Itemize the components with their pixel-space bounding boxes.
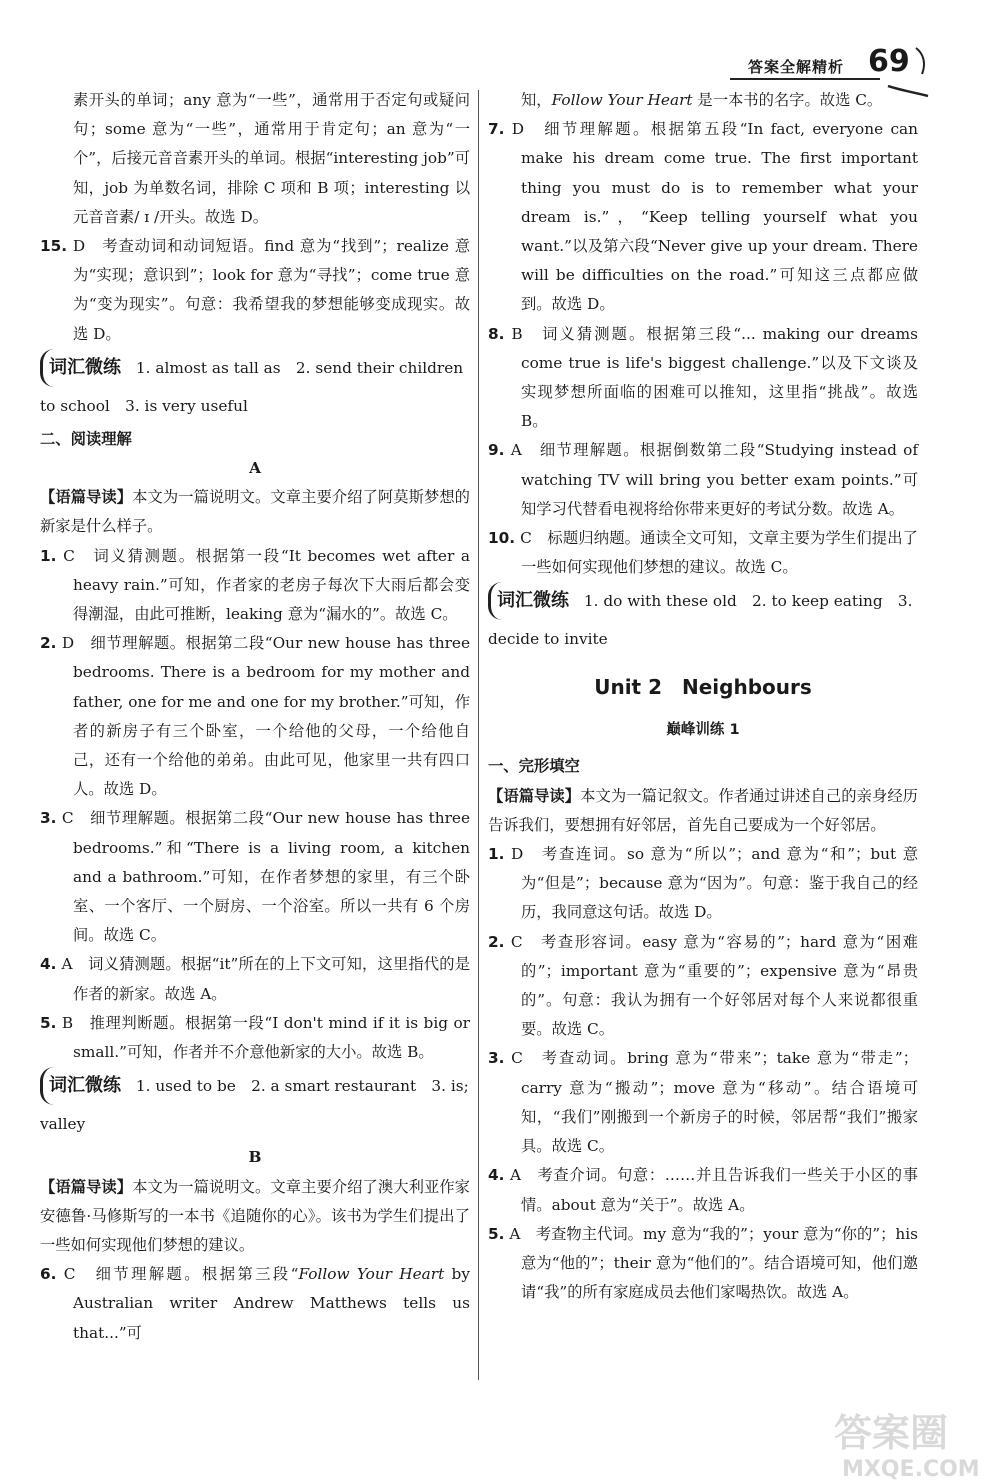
answer-item-b7 — [488, 115, 918, 319]
answer-item-c5 — [488, 1220, 918, 1308]
answer-number: 8. — [488, 324, 505, 343]
answer-text: A 细节理解题。根据倒数第二段“Studying instead of watching TV will bring you better exam points.”可知学习代替看电视将给你带来更好的考试分数。故选 A。 — [510, 441, 918, 518]
training-title: 巅峰训练 1 — [666, 722, 740, 739]
answer-text: D 考查动词和动词短语。find 意为“找到”；realize 意为“实现；意识到”；look for 意为“寻找”；come true 意为“变为现实”。句意：我希望我的梦想能够变成现实。故选 D。 — [72, 237, 471, 343]
vocab-practice-a — [40, 1067, 470, 1143]
guide-label: 【语篇导读】 — [40, 488, 133, 507]
answer-item-a2 — [40, 629, 470, 804]
answer-item-15 — [40, 232, 470, 349]
answer-number: 1. — [40, 546, 57, 565]
passage-a-guide — [40, 483, 470, 541]
answer-item-a4 — [40, 950, 470, 1008]
answer-text: D 考查连词。so 意为“所以”；and 意为“和”；but 意为“但是”；because 意为“因为”。句意：鉴于我自己的经历，我同意这句话。故选 D。 — [511, 845, 918, 922]
answer-number: 3. — [40, 809, 57, 828]
answer-item-a1 — [40, 542, 470, 630]
answer-text: A 考查物主代词。my 意为“我的”；your 意为“你的”；his 意为“他的”；their 意为“他们的”。结合语境可知，他们邀请“我”的所有家庭成员去他们家喝热饮。故选 A。 — [509, 1224, 918, 1302]
book-title: Follow Your Heart — [298, 1265, 445, 1284]
answer-item-b9 — [488, 436, 918, 524]
cont-text-a: 知， — [521, 91, 552, 109]
column-divider — [478, 90, 479, 1380]
vocab-text: 1. almost as tall as 2. send their children to school 3. is very useful — [40, 358, 464, 415]
answer-text-b: by Australian writer Andrew Matthews tells us that...”可 — [73, 1265, 470, 1342]
answer-item-b6 — [40, 1260, 470, 1348]
answer-number: 5. — [488, 1224, 505, 1243]
answer-text: C 考查动词。bring 意为“带来”；take 意为“带走”；carry 意为“搬动”；move 意为“移动”。结合语境可知，“我们”刚搬到一个新房子的时候，邻居帮“我们”搬家具。故选 C。 — [511, 1049, 918, 1156]
watermark-logo-subtext: MXQE.COM — [842, 1457, 980, 1482]
answer-item-b8 — [488, 320, 918, 437]
answer-item-c2 — [488, 928, 918, 1045]
vocab-badge: 词汇微练 — [40, 1067, 125, 1105]
unit-title: Unit 2 Neighbours — [594, 675, 812, 700]
left-column — [40, 86, 470, 1348]
answer-text: B 词义猜测题。根据第三段“... making our dreams come true is life's biggest challenge.”以及下文谈及实现梦想所面临的困难可以推知，这里指“挑战”。故选 B。 — [511, 324, 918, 431]
answer-text: D 细节理解题。根据第二段“Our new house has three bedrooms. There is a bedroom for my mother and father, one for me and one for my brother.”可知，作者的新房子有三个卧室，一个给他的父母，一个给他自己，还有一个给他的弟弟。由此可见，他家里一共有四口人。故选 D。 — [61, 634, 470, 799]
guide-text: 本文为一篇说明文。文章主要介绍了澳大利亚作家安德鲁·马修斯写的一本书《追随你的心》。该书为学生们提出了一些如何实现他们梦想的建议。 — [40, 1177, 470, 1254]
vocab-practice-1 — [40, 349, 470, 425]
answer-number: 9. — [488, 441, 505, 460]
book-title: Follow Your Heart — [551, 91, 693, 109]
watermark-logo-text: 答案圈 — [834, 1411, 949, 1455]
answer-text: D 细节理解题。根据第五段“In fact, everyone can make his dream come true. The first important thing you must do is to remember what your dream is.”，“Keep telling yourself what you want.”以及第六段“Never give up your dream. There will be difficulties on the road.”可知这三点都应做到。故选 D。 — [511, 120, 918, 314]
answer-text: C 词义猜测题。根据第一段“It becomes wet after a heavy rain.”可知，作者家的老房子每次下大雨后都会变得潮湿，由此可推断，leaking 意为“漏水的”。故选 C。 — [63, 546, 470, 624]
answer-text: C 考查形容词。easy 意为“容易的”；hard 意为“困难的”；important 意为“重要的”；expensive 意为“昂贵的”。句意：我认为拥有一个好邻居对每个人来说都很重要。故选 C。 — [510, 932, 918, 1039]
cloze-guide — [488, 782, 918, 840]
passage-b-label: B — [248, 1148, 262, 1167]
answer-number: 1. — [488, 845, 505, 864]
answer-text: B 推理判断题。根据第一段“I don't mind if it is big or small.”可知，作者并不介意他新家的大小。故选 B。 — [61, 1013, 470, 1062]
answer-number: 4. — [488, 1166, 505, 1185]
continued-answer-6 — [488, 86, 918, 115]
header-title: 答案全解精析 — [748, 58, 845, 76]
vocab-badge: 词汇微练 — [488, 582, 573, 620]
answer-number: 2. — [488, 932, 505, 951]
guide-label: 【语篇导读】 — [488, 786, 581, 805]
right-column — [488, 86, 918, 1307]
answer-item-b10 — [488, 524, 918, 582]
header-rule — [730, 78, 880, 80]
answer-item-a5 — [40, 1009, 470, 1067]
passage-a-label: A — [249, 459, 261, 478]
page-number: 69 — [868, 44, 910, 79]
vocab-text: 1. used to be 2. a smart restaurant 3. is; valley — [40, 1077, 469, 1134]
answer-text-a: C 细节理解题。根据第三段“ — [63, 1265, 299, 1284]
answer-text: A 考查介词。句意：……并且告诉我们一些关于小区的事情。about 意为“关于”。故选 A。 — [509, 1166, 918, 1214]
continued-answer-text: 素开头的单词；any 意为“一些”，通常用于否定句或疑问句；some 意为“一些”，通常用于肯定句；an 意为“一个”，后接元音音素开头的单词。根据“interesting job”可知，job 为单数名词，排除 C 项和 B 项；interesting 以元音音素/ ɪ /开头。故选 D。 — [73, 91, 470, 226]
section-title-reading: 二、阅读理解 — [40, 429, 132, 448]
answer-text: A 词义猜测题。根据“it”所在的上下文可知，这里指代的是作者的新家。故选 A。 — [61, 955, 470, 1003]
vocab-badge: 词汇微练 — [40, 349, 125, 387]
vocab-text: 1. do with these old 2. to keep eating 3. decide to invite — [488, 592, 913, 649]
answer-number: 2. — [40, 634, 57, 653]
answer-item-c1 — [488, 840, 918, 928]
answer-text: C 标题归纳题。通读全文可知，文章主要为学生们提出了一些如何实现他们梦想的建议。故选 C。 — [520, 529, 918, 577]
watermark-logo — [828, 1402, 996, 1482]
answer-number: 15. — [40, 237, 68, 256]
answer-number: 10. — [488, 529, 516, 548]
vocab-practice-b — [488, 582, 918, 658]
passage-b-guide — [40, 1173, 470, 1261]
guide-text: 本文为一篇记叙文。作者通过讲述自己的亲身经历告诉我们，要想拥有好邻居，首先自己要成为一个好邻居。 — [488, 786, 918, 834]
answer-number: 7. — [488, 120, 505, 139]
cont-text-b: 是一本书的名字。故选 C。 — [692, 91, 883, 109]
section-title-cloze: 一、完形填空 — [488, 757, 580, 776]
answer-number: 3. — [488, 1049, 505, 1068]
answer-text: C 细节理解题。根据第二段“Our new house has three bedrooms.”和“There is a living room, a kitchen and a bathroom.”可知，在作者梦想的家里，有三个卧室、一个客厅、一个厨房、一个浴室。所以一共有 6 个房间。故选 C。 — [61, 809, 471, 945]
answer-number: 6. — [40, 1265, 57, 1284]
answer-item-c3 — [488, 1044, 918, 1161]
guide-label: 【语篇导读】 — [40, 1177, 133, 1196]
answer-item-a3 — [40, 804, 470, 950]
guide-text: 本文为一篇说明文。文章主要介绍了阿莫斯梦想的新家是什么样子。 — [40, 488, 470, 536]
answer-number: 5. — [40, 1013, 57, 1032]
answer-item-c4 — [488, 1161, 918, 1219]
answer-number: 4. — [40, 955, 57, 974]
